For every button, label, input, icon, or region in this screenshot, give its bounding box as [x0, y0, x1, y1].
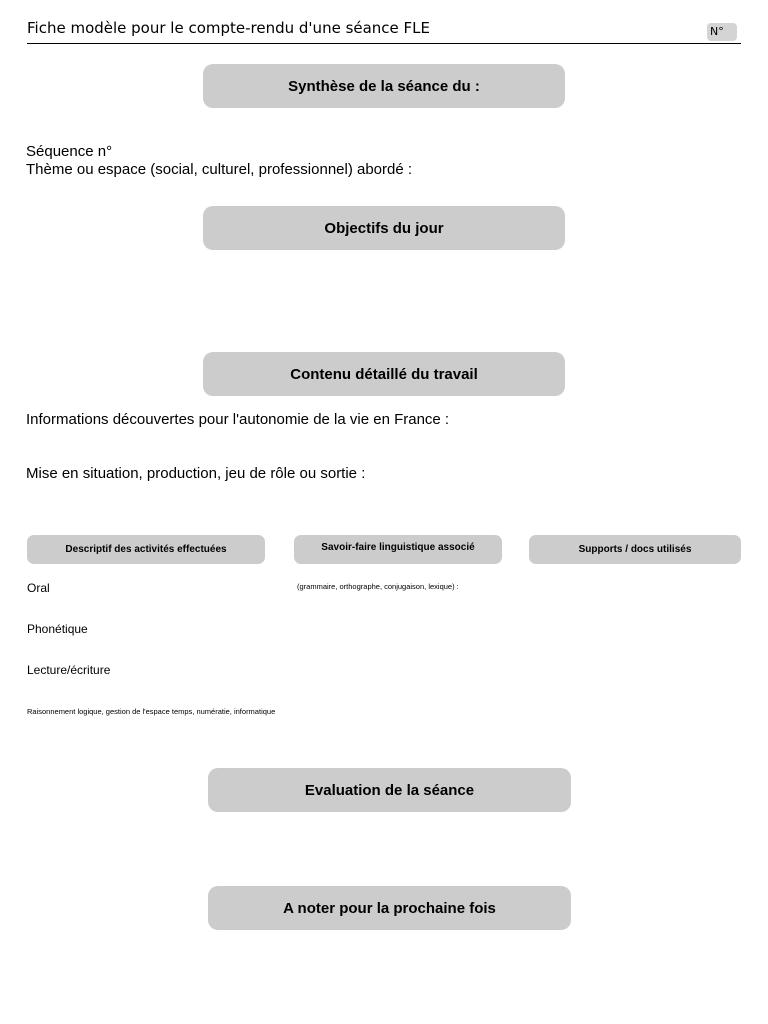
activity-raisonnement: Raisonnement logique, gestion de l'espace temps, numératie, informatique [27, 707, 276, 716]
page-title: Fiche modèle pour le compte-rendu d'une séance FLE [27, 19, 431, 37]
section-synthese-header: Synthèse de la séance du : [203, 64, 565, 108]
column-header-descriptif: Descriptif des activités effectuées [27, 535, 265, 564]
section-contenu-header: Contenu détaillé du travail [203, 352, 565, 396]
mise-en-situation-label: Mise en situation, production, jeu de rôle ou sortie : [26, 465, 366, 482]
header-divider [27, 43, 741, 44]
activity-oral: Oral [27, 581, 50, 595]
savoir-faire-note: (grammaire, orthographe, conjugaison, lexique) : [297, 582, 459, 591]
number-field[interactable]: N° [707, 23, 737, 41]
theme-label: Thème ou espace (social, culturel, professionnel) abordé : [26, 161, 413, 178]
activity-lecture-ecriture: Lecture/écriture [27, 663, 111, 677]
activity-phonetique: Phonétique [27, 622, 88, 636]
column-header-supports: Supports / docs utilisés [529, 535, 741, 564]
sequence-label: Séquence n° [26, 143, 113, 160]
column-header-savoir-faire: Savoir-faire linguistique associé [294, 535, 502, 564]
section-evaluation-header: Evaluation de la séance [208, 768, 571, 812]
informations-label: Informations découvertes pour l'autonomie de la vie en France : [26, 411, 450, 428]
section-a-noter-header: A noter pour la prochaine fois [208, 886, 571, 930]
section-objectifs-header: Objectifs du jour [203, 206, 565, 250]
